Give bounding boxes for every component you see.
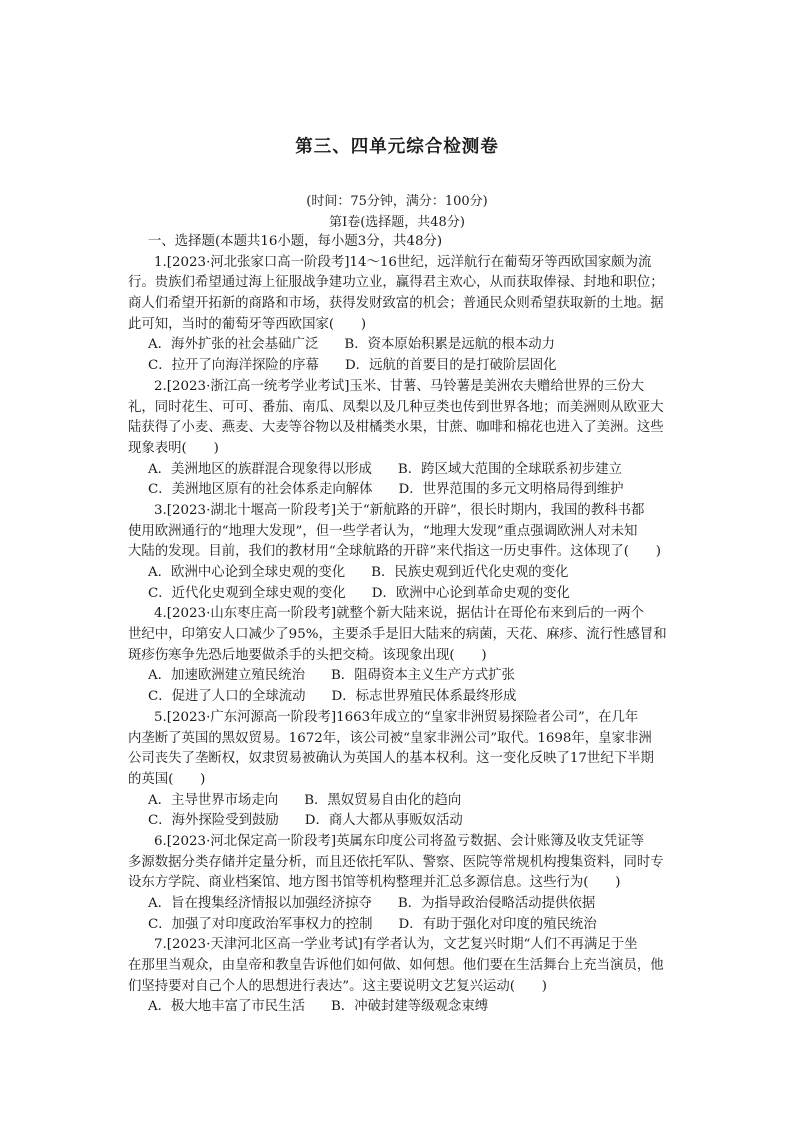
question-text-line: 6.[2023·河北保定高一阶段考]英属东印度公司将盈亏数据、会计账簿及收支凭证等 (154, 833, 645, 849)
question-text-line: 4.[2023·山东枣庄高一阶段考]就整个新大陆来说，据估计在哥伦布来到后的一两个 (154, 606, 645, 622)
answer-option: B．为指导政治侵略活动提供依据 (397, 896, 596, 911)
answer-option: A．加速欧洲建立殖民统治 (148, 668, 305, 684)
part-heading: 一、选择题(本题共16小题，每小题3分，共48分) (148, 234, 443, 249)
answer-option: C．拉开了向海洋探险的序幕 (148, 358, 319, 374)
answer-option: A．欧洲中心论到全球史观的变化 (148, 565, 346, 580)
question-text-line: 多源数据分类存储并定量分析，而且还依托军队、警察、医院等常规机构搜集资料，同时专 (128, 854, 664, 870)
question-5 (128, 708, 676, 832)
question-text-line: 7.[2023·天津河北区高一学业考试]有学者认为，文艺复兴时期“人们不再满足于坐 (154, 937, 638, 953)
answer-option: A．极大地丰富了市民生活 (148, 999, 305, 1015)
question-text-line: 世纪中，印第安人口减少了95%，主要杀手是旧大陆来的病菌，天花、麻疹、流行性感冒和 (128, 627, 667, 643)
answer-option: C．促进了人口的全球流动 (148, 689, 306, 705)
question-3 (128, 501, 676, 604)
question-text-line: 们坚持要对自己个人的思想进行表达”。这主要说明文艺复兴运动( ) (128, 978, 548, 994)
question-text-line: 现象表明( ) (128, 440, 219, 456)
option-row (128, 791, 676, 812)
option-row (128, 666, 676, 687)
answer-option: A．海外扩张的社会基础广泛 (148, 337, 319, 353)
answer-option: D．欧洲中心论到革命史观的变化 (371, 585, 570, 601)
question-text-line: 1.[2023·河北张家口高一阶段考]14～16世纪，远洋航行在葡萄牙等西欧国家颇为流 (154, 254, 652, 270)
answer-option: B．阻碍资本主义生产方式扩张 (330, 668, 515, 684)
question-text-line: 礼，同时花生、可可、番茄、南瓜、凤梨以及几种豆类也传到世界各地；而美洲则从欧亚大 (128, 399, 664, 415)
question-text-line: 斑疹伤寒争先恐后地要做杀手的头把交椅。该现象出现( ) (128, 647, 487, 663)
option-row (128, 480, 676, 501)
question-4 (128, 604, 676, 707)
question-text-line: 大陆的发现。目前，我们的教材用“全球航路的开辟”来代指这一历史事件。这体现了( ) (128, 544, 661, 560)
question-text-line: 陆获得了小麦、燕麦、大麦等谷物以及柑橘类水果，甘蔗、咖啡和棉花也进入了美洲。这些 (128, 420, 664, 436)
question-text-line: 使用欧洲通行的“地理大发现”，但一些学者认为，“地理大发现”重点强调欧洲人对未知 (128, 523, 638, 539)
question-text-line: 内垄断了英国的黑奴贸易。1672年，该公司被“皇家非洲公司”取代。1698年，皇家非洲 (128, 730, 652, 746)
option-row (128, 584, 676, 605)
answer-option: D．商人大都从事贩奴活动 (304, 813, 463, 829)
answer-option: D．标志世界殖民体系最终形成 (331, 689, 517, 705)
question-1 (128, 253, 676, 377)
exam-info: (时间：75分钟，满分：100分) (306, 194, 488, 209)
option-row (128, 997, 676, 1018)
question-6 (128, 832, 676, 935)
question-text-line: 公司丧失了垄断权，奴隶贸易被确认为英国人的基本权利。这一变化反映了17世纪下半期 (128, 751, 654, 767)
section-header: 第Ⅰ卷(选择题，共48分) (329, 215, 465, 230)
option-row (128, 563, 676, 584)
answer-option: B．黑奴贸易自由化的趋向 (304, 792, 462, 808)
answer-option: D．世界范围的多元文明格局得到维护 (398, 482, 624, 498)
option-row (128, 687, 676, 708)
option-row (128, 915, 676, 936)
option-row (128, 460, 676, 481)
question-7 (128, 935, 676, 1018)
question-text-line: 5.[2023·广东河源高一阶段考]1663年成立的“皇家非洲贸易探险者公司”，在几年 (154, 709, 639, 725)
answer-option: D．远航的首要目的是打破阶层固化 (344, 358, 557, 374)
question-text-line: 设东方学院、商业档案馆、地方图书馆等机构整理并汇总多源信息。这些行为( ) (128, 875, 621, 891)
question-2 (128, 377, 676, 501)
question-text-line: 在那里当观众，由皇帝和教皇告诉他们如何做、如何想。他们要在生活舞台上充当演员，他 (128, 958, 664, 974)
answer-option: C．美洲地区原有的社会体系走向解体 (148, 482, 373, 498)
question-text-line: 2.[2023·浙江高一统考学业考试]玉米、甘薯、马铃薯是美洲农夫赠给世界的三份大 (154, 378, 645, 394)
answer-option: B．跨区域大范围的全球联系初步建立 (397, 461, 623, 477)
option-row (128, 356, 676, 377)
question-text-line: 的英国( ) (128, 771, 206, 787)
answer-option: D．有助于强化对印度的殖民统治 (398, 916, 597, 932)
question-text-line: 3.[2023·湖北十堰高一阶段考]关于“新航路的开辟”，很长时期内，我国的教科书都 (154, 502, 645, 518)
option-row (128, 811, 676, 832)
answer-option: A．旨在搜集经济情报以加强经济掠夺 (148, 896, 372, 911)
question-text-line: 此可知，当时的葡萄牙等西欧国家( ) (128, 316, 367, 332)
answer-option: C．近代化史观到全球史观的变化 (148, 585, 346, 601)
question-body (128, 232, 676, 1018)
answer-option: B．资本原始积累是远航的根本动力 (344, 337, 556, 353)
page-title: 第三、四单元综合检测卷 (295, 137, 499, 157)
question-text-line: 行。贵族们希望通过海上征服战争建功立业，赢得君主欢心，从而获取俸禄、封地和职位； (128, 275, 664, 291)
answer-option: B．冲破封建等级观念束缚 (330, 999, 489, 1015)
answer-option: C．加强了对印度政治军事权力的控制 (148, 916, 373, 932)
question-text-line: 商人们希望开拓新的商路和市场，获得发财致富的机会；普通民众则希望获取新的土地。据 (128, 296, 664, 312)
answer-option: B．民族史观到近代化史观的变化 (371, 565, 569, 580)
option-row (128, 335, 676, 356)
answer-option: A．美洲地区的族群混合现象得以形成 (148, 461, 372, 477)
answer-option: C．海外探险受到鼓励 (148, 813, 279, 829)
question-list (128, 253, 676, 1018)
answer-option: A．主导世界市场走向 (148, 792, 279, 808)
option-row (128, 894, 676, 915)
